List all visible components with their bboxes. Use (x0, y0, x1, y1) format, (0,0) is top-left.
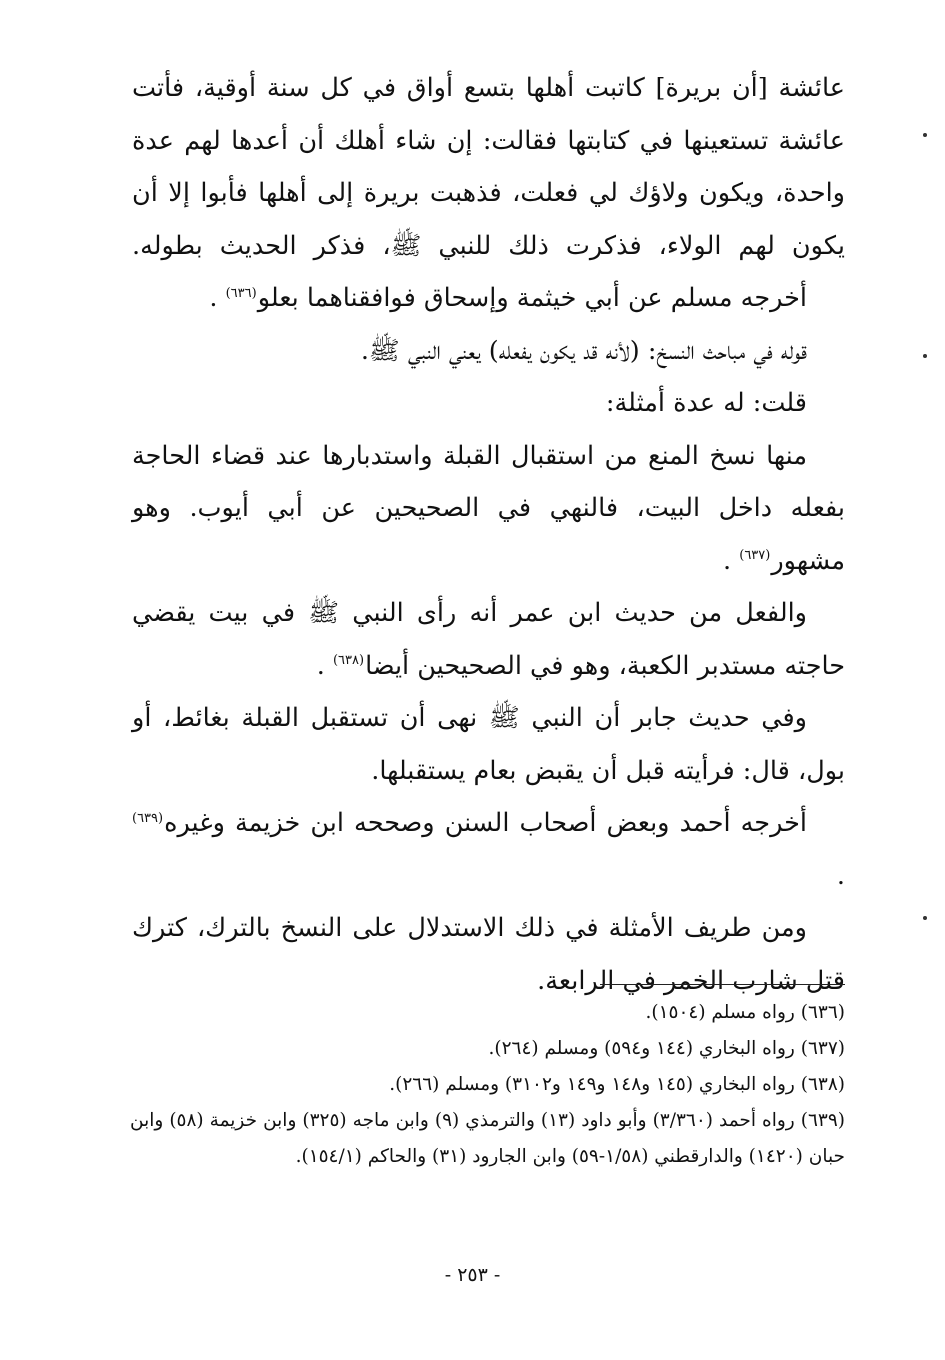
paragraph-period: . (316, 650, 325, 681)
footnote-639 (130, 1103, 845, 1175)
margin-mark (923, 916, 927, 920)
paragraph-text: منها نسخ المنع من استقبال القبلة واستدبارها عند قضاء الحاجة بفعله داخل البيت، فالنهي في الصحيحين عن أبي أيوب. وهو مشهور (132, 440, 845, 576)
footnote-number: (٦٣٦) (800, 1002, 845, 1023)
paragraph-khamr-example (132, 902, 845, 1007)
paragraph-ahmad-takhrij (132, 797, 845, 902)
page-body (132, 62, 845, 1007)
footnote-637 (130, 1031, 845, 1067)
paragraph-text: عائشة [أن بريرة] كاتبت أهلها بتسع أواق في كل سنة أوقية، فأتت عائشة تستعينها في كتابتها فقالت: إن شاء أهلك أن أعدها لهم عدة واحدة، ويكون ولاؤك لي فعلت، فذهبت بريرة إلى أهلها فأبوا إلا أن يكون لهم الولاء، فذكرت ذلك للنبي ﷺ، فذكر الحديث بطوله. (132, 73, 845, 261)
page-number: - ٢٥٣ - (444, 1264, 501, 1286)
paragraph-period: . (209, 283, 218, 313)
paragraph-text: قلت: له عدة أمثلة: (605, 388, 807, 418)
footnote-number: (٦٣٩) (800, 1110, 845, 1131)
margin-mark (923, 133, 927, 137)
paragraph-muslim-takhrij (132, 272, 845, 325)
paragraph-ibn-umar (132, 587, 845, 692)
footnote-ref-636[interactable]: (٦٣٦) (225, 285, 257, 301)
paragraph-period: . (836, 860, 845, 891)
footnotes (130, 995, 845, 1175)
main-text (132, 62, 845, 1007)
margin-mark (923, 354, 927, 358)
paragraph-barira-hadith (132, 62, 845, 272)
footnote-ref-639[interactable]: (٦٣٩) (132, 810, 164, 826)
paragraph-naskh-quote (132, 325, 845, 378)
footnote-text: رواه مسلم (١٥٠٤). (645, 1002, 795, 1023)
paragraph-text: والفعل من حديث ابن عمر أنه رأى النبي ﷺ في بيت يقضي حاجته مستدبر الكعبة، وهو في الصحيحين أيضا (132, 598, 845, 681)
footnote-638 (130, 1067, 845, 1103)
paragraph-qibla-example (132, 430, 845, 588)
footnote-ref-637[interactable]: (٦٣٧) (739, 548, 771, 563)
paragraph-jabir (132, 692, 845, 797)
footnote-divider (600, 984, 845, 985)
footnote-number: (٦٣٨) (800, 1074, 845, 1095)
paragraph-text: ومن طريف الأمثلة في ذلك الاستدلال على النسخ بالترك، كترك قتل شارب الخمر في الرابعة. (132, 913, 845, 996)
paragraph-text: أخرجه مسلم عن أبي خيثمة وإسحاق فوافقناهما بعلو (257, 283, 807, 313)
paragraph-examples-intro (132, 377, 845, 430)
paragraph-text: وفي حديث جابر أن النبي ﷺ نهى أن تستقبل القبلة بغائط، أو بول، قال: فرأيته قبل أن يقبض بعام يستقبلها. (132, 703, 845, 786)
footnote-636 (130, 995, 845, 1031)
footnote-text: رواه البخاري (١٤٤ و٥٩٤) ومسلم (٢٦٤). (488, 1038, 795, 1059)
paragraph-text: قوله في مباحث النسخ: (لأنه قد يكون يفعله) يعني النبي ﷺ. (360, 335, 807, 366)
footnote-text: رواه البخاري (١٤٥ و١٤٨ و١٤٩ و٣١٠٢) ومسلم (٢٦٦). (389, 1074, 795, 1095)
footnote-text: رواه أحمد (٣/٣٦٠) وأبو داود (١٣) والترمذي (٩) وابن ماجه (٣٢٥) وابن خزيمة (٥٨) وابن حبان (١٤٢٠) والدارقطني (١/٥٨-٥٩) وابن الجارود (٣١) والحاكم (١٥٤/١). (130, 1110, 845, 1167)
footnote-number: (٦٣٧) (800, 1038, 845, 1059)
paragraph-period: . (723, 545, 732, 576)
paragraph-text: أخرجه أحمد وبعض أصحاب السنن وصححه ابن خزيمة وغيره (164, 808, 807, 838)
footnote-ref-638[interactable]: (٦٣٨) (332, 653, 365, 668)
